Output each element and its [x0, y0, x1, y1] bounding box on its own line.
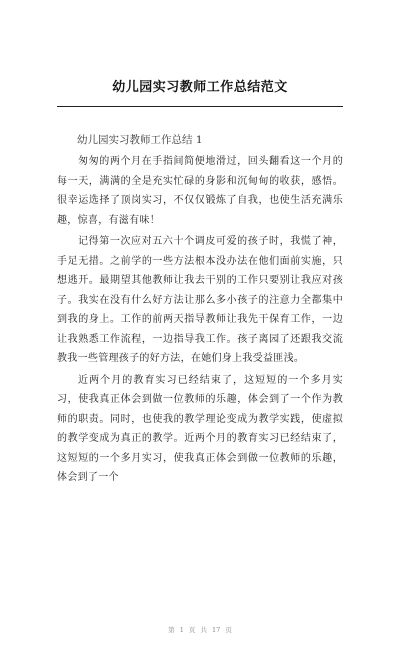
title-divider	[57, 106, 343, 107]
section-title: 幼儿园实习教师工作总结 1	[77, 134, 203, 146]
document-title: 幼儿园实习教师工作总结范文	[112, 80, 288, 95]
paragraph-2: 记得第一次应对五六十个调皮可爱的孩子时，我慌了神，手足无措。之前学的一些方法根本没办法在他们面前实施，只想逃开。最期望其他教师让我去干别的工作只要别让我应对孩子。我实在没有什么好方法让那么多小孩子的注意力全都集中到我的身上。工作的前两天指导教师让我先干保育工作，一边让我熟悉工作流程，一边指导我工作。孩子离园了还跟我交流教我一些管理孩子的好方法，在她们身上我受益匪浅。	[57, 236, 343, 364]
paragraph-3: 近两个月的教育实习已经结束了，这短短的一个多月实习，使我真正体会到做一位教师的乐趣，体会到了一个作为教师的职责。同时，也使我的教学理论变成为教学实践，使虚拟的教学变成为真正的教学。近两个月的教育实习已经结束了，这短短的一个多月实习，使我真正体会到做一位教师的乐趣，体会到了一个	[57, 374, 343, 483]
paragraph-1: 匆匆的两个月在手指间简便地滑过，回头翻看这一个月的每一天，满满的全是充实忙碌的身影和沉甸甸的收获，感悟。很幸运选择了顶岗实习，不仅仅锻炼了自我，也使生活充满乐趣，惊喜，有滋有味！	[57, 156, 343, 226]
document-page	[0, 80, 400, 645]
page-footer: 第 1 页 共 17 页	[168, 626, 232, 634]
